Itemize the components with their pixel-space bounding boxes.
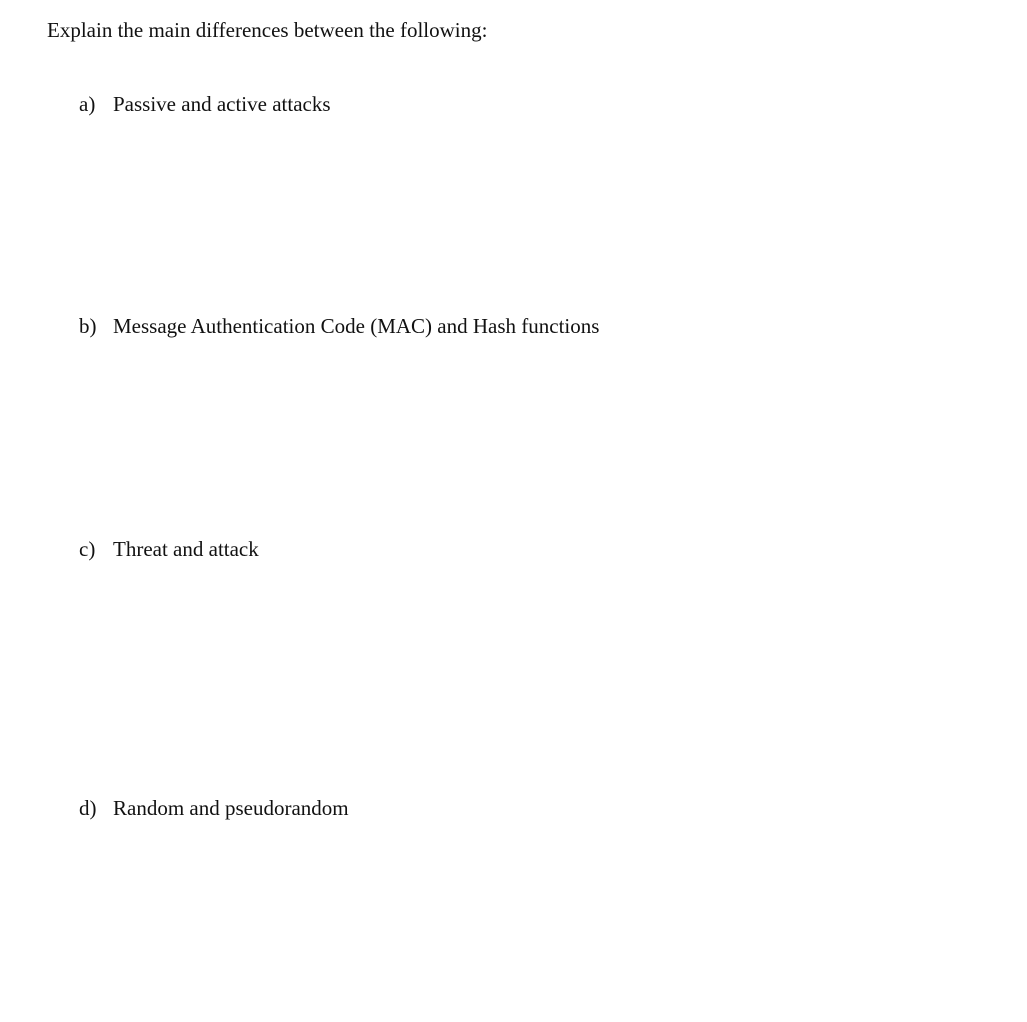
question-marker: d) xyxy=(79,796,97,820)
question-marker: a) xyxy=(79,92,96,116)
question-item-c xyxy=(79,535,259,563)
question-text: Message Authentication Code (MAC) and Hash functions xyxy=(113,314,600,338)
question-marker: c) xyxy=(79,537,96,561)
question-item-b xyxy=(79,312,599,340)
question-item-a xyxy=(79,90,331,118)
question-text: Passive and active attacks xyxy=(113,92,331,116)
question-text: Random and pseudorandom xyxy=(113,796,349,820)
question-marker: b) xyxy=(79,314,97,338)
instruction-text: Explain the main differences between the following: xyxy=(47,18,488,42)
question-text: Threat and attack xyxy=(113,537,259,561)
question-item-d xyxy=(79,794,349,822)
